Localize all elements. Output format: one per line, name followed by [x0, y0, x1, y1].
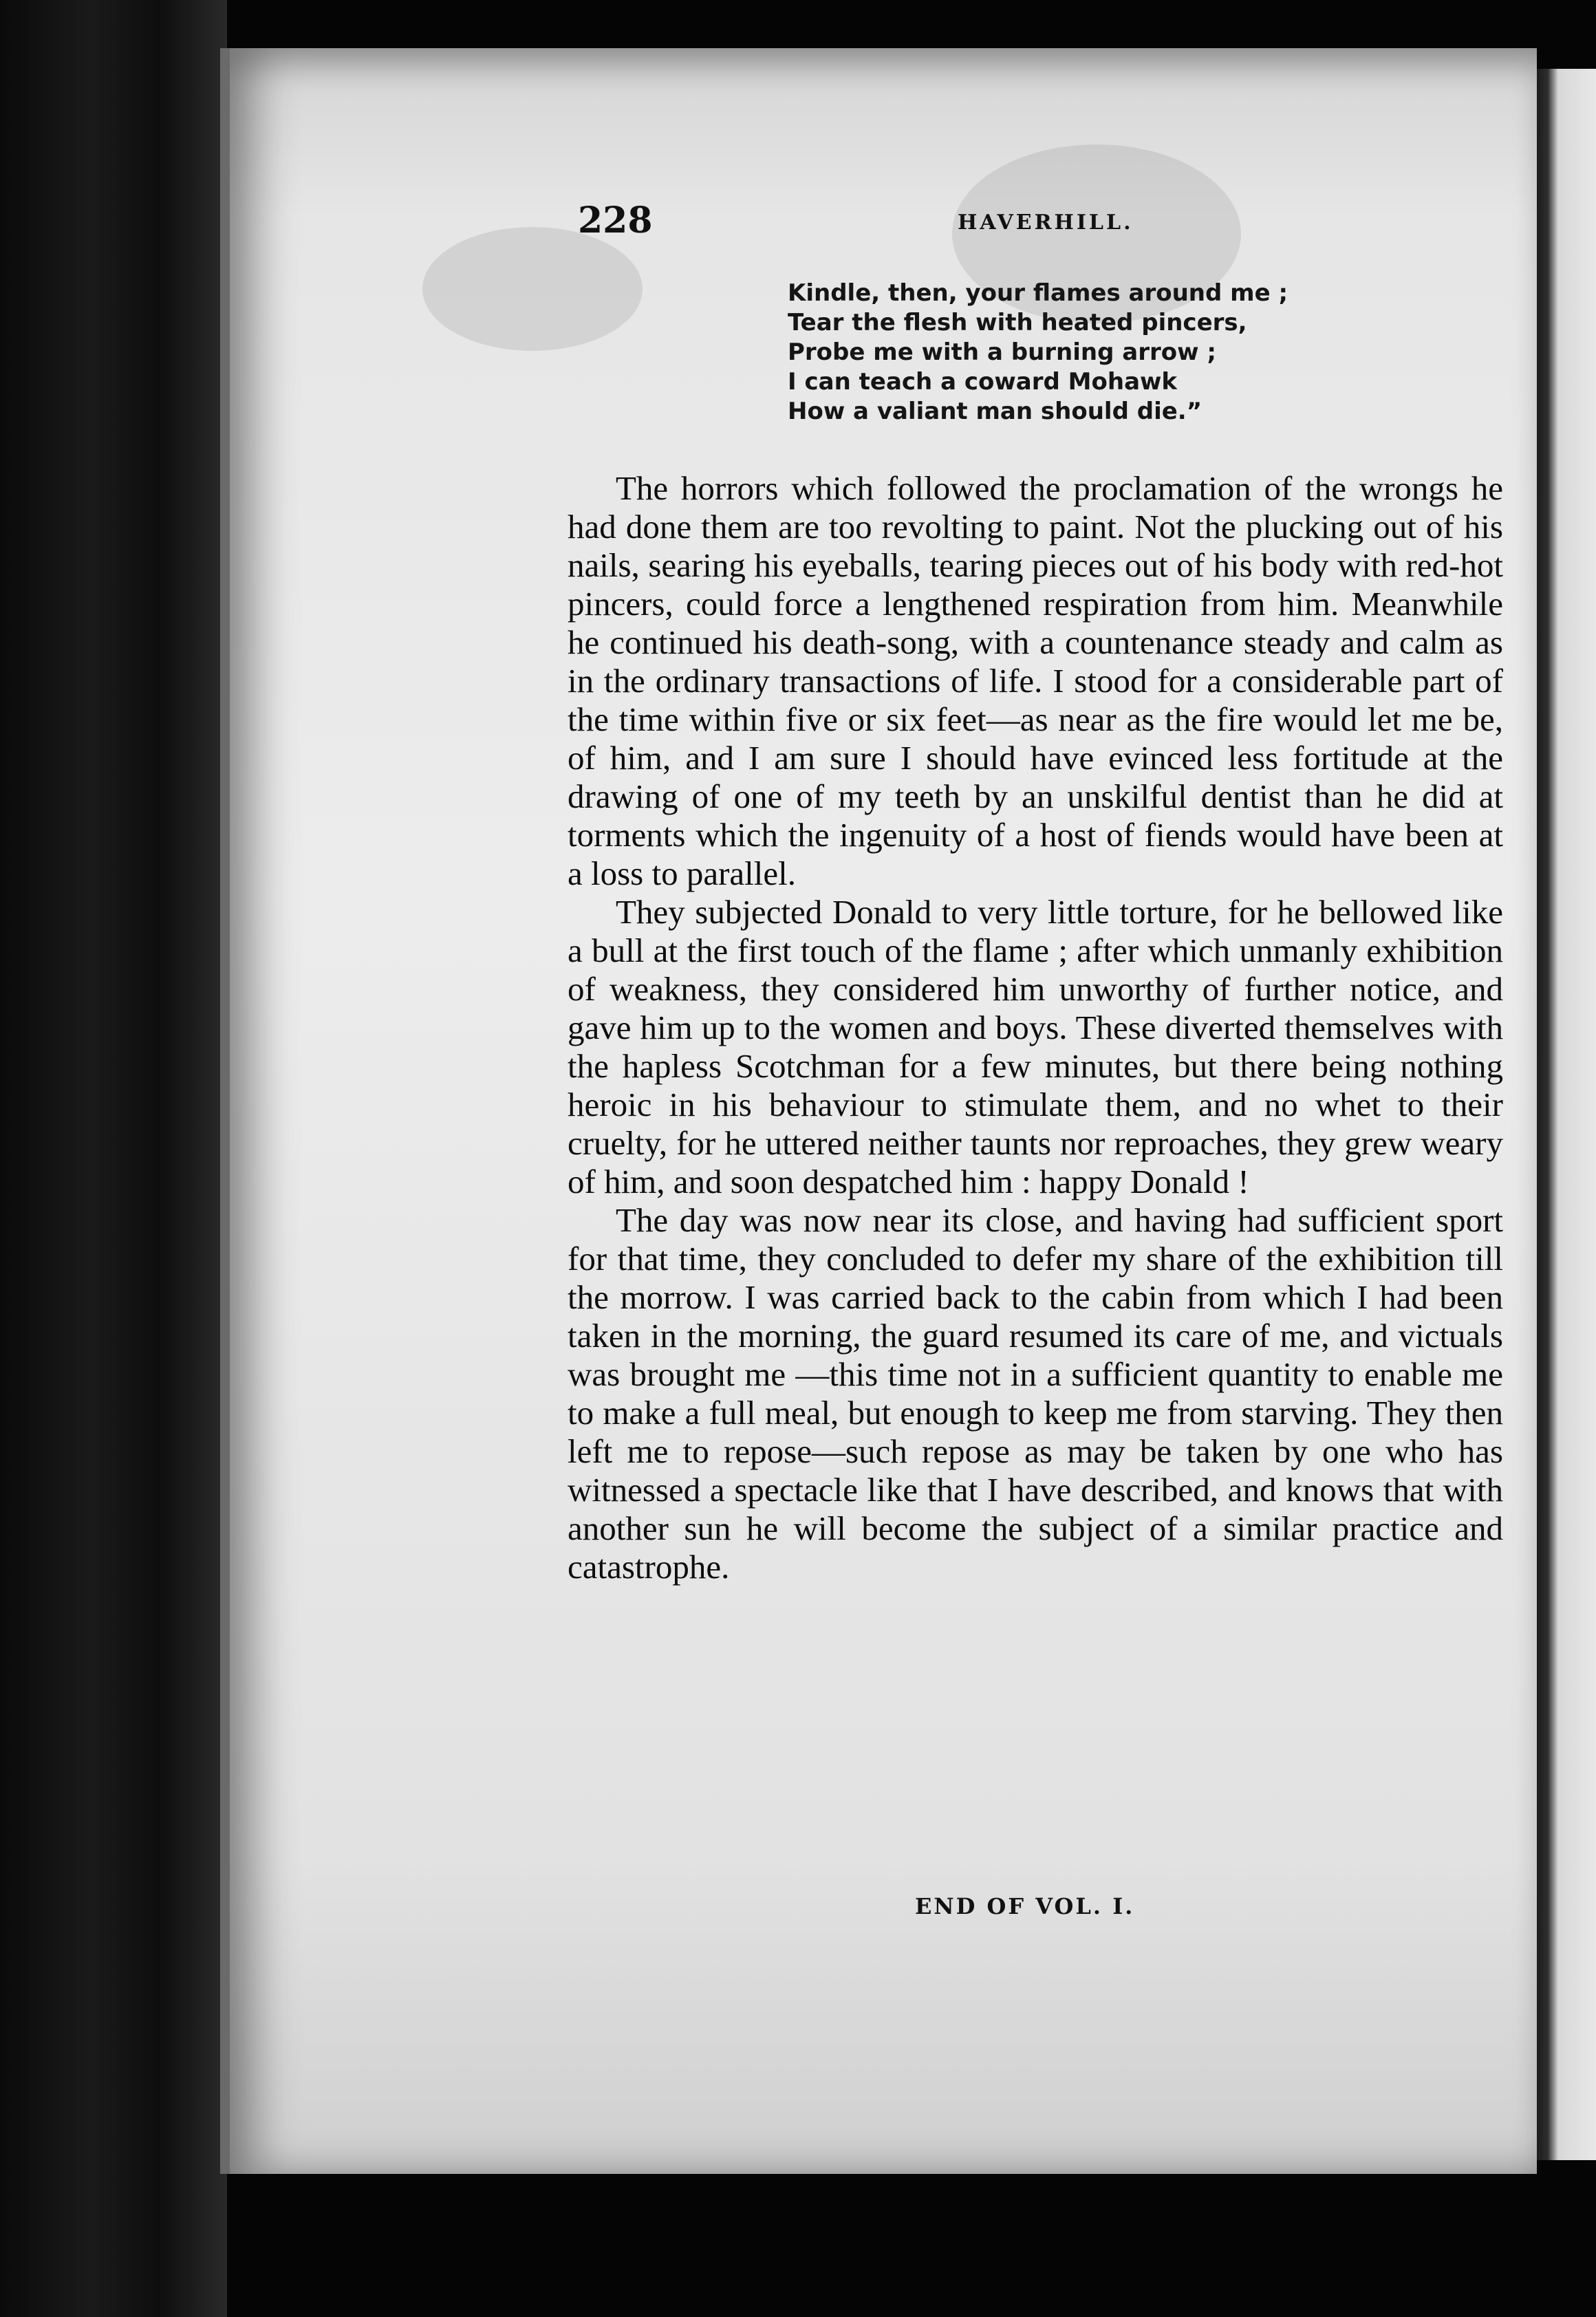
poem-line: Tear the flesh with heated pincers, — [788, 309, 1247, 336]
running-title: HAVERHILL. — [958, 211, 1134, 235]
page-number: 228 — [578, 200, 653, 241]
paragraph: They subjected Donald to very little torture, for he bellowed like a bull at the first touch of the flame ; after which unmanly exhibition of weakness, they considered him unworthy of further notice, and gave him up to the women and boys. These diverted themselves with the hapless Scotchman for a few minutes, but there being nothing heroic in his behaviour to stimulate them, and no whet to their cruelty, for he uttered neither taunts nor reproaches, they grew weary of him, and soon despatched him : happy Donald ! — [568, 893, 1503, 1200]
end-of-volume-note: END OF VOL. I. — [915, 1893, 1135, 1919]
paragraph: The horrors which followed the proclamation of the wrongs he had done them are too revolting to paint. Not the plucking out of his nails, searing his eyeballs, tearing pieces out of his body with red-hot pincers, could force a lengthened respiration from him. Meanwhile he continued his death-song, with a countenance steady and calm as in the ordinary transactions of life. I stood for a considerable part of the time within five or six feet—as near as the fire would let me be, of him, and I am sure I should have evinced less fortitude at the drawing of one of my teeth by an unskilful dentist than he did at torments which the ingenuity of a host of fiends would have been at a loss to parallel. — [568, 469, 1503, 892]
body-text — [568, 469, 1503, 1586]
facing-page-edge — [1527, 69, 1596, 2160]
poem-stanza — [788, 279, 1338, 427]
paragraph: The day was now near its close, and having had sufficient sport for that time, they concluded to defer my share of the exhibition till the morrow. I was carried back to the cabin from which I had been taken in the morning, the guard resumed its care of me, and victuals was brought me —this time not in a sufficient quantity to enable me to make a full meal, but enough to keep me from starving. They then left me to repose—such repose as may be taken by one who has witnessed a spectacle like that I have described, and knows that with another sun he will become the subject of a similar practice and catastrophe. — [568, 1201, 1503, 1586]
poem-line: Probe me with a burning arrow ; — [788, 338, 1216, 366]
book-binding — [0, 0, 227, 2317]
running-head — [578, 200, 1507, 248]
poem-line: How a valiant man should die.” — [788, 398, 1203, 425]
poem-line: Kindle, then, your flames around me ; — [788, 279, 1288, 307]
poem-line: I can teach a coward Mohawk — [788, 368, 1178, 396]
